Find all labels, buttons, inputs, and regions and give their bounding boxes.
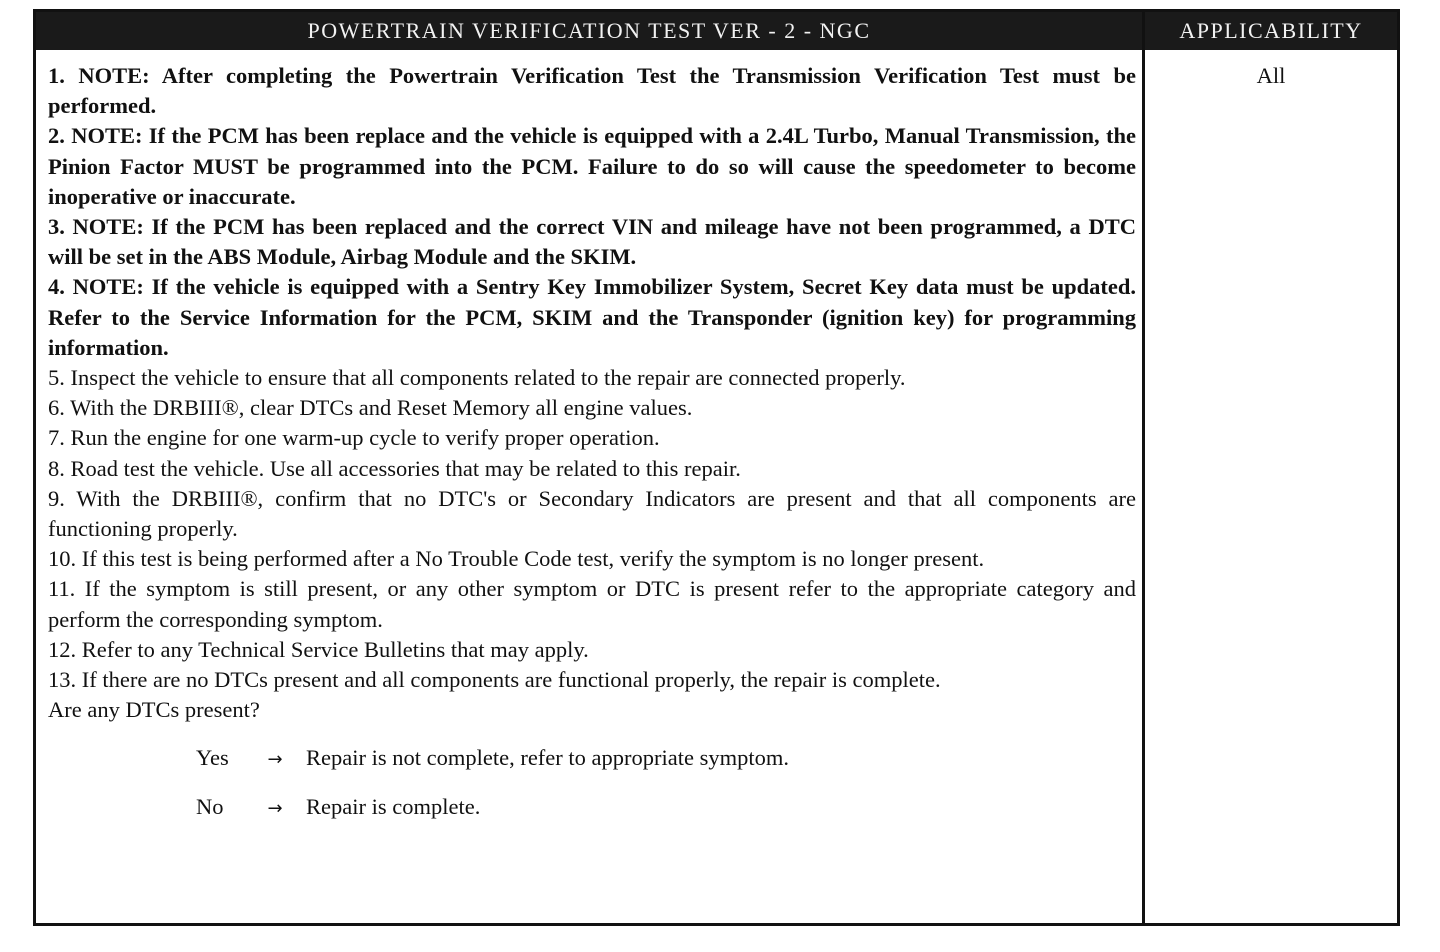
step-6: 6. With the DRBIII®, clear DTCs and Reset Memory all engine values. — [48, 395, 693, 421]
test-title: POWERTRAIN VERIFICATION TEST VER - 2 - NGC — [307, 18, 871, 43]
dtc-question: Are any DTCs present? — [48, 697, 260, 723]
applicability-value: All — [1256, 63, 1286, 88]
answer-list — [48, 743, 1136, 841]
answer-no-key: No — [196, 794, 224, 820]
step-9: 9. With the DRBIII®, confirm that no DTC's or Secondary Indicators are present and that all components are functioning properly. — [48, 485, 1136, 542]
answer-yes-key: Yes — [196, 745, 229, 771]
answer-no-text: Repair is complete. — [306, 794, 481, 820]
verification-test-table — [33, 9, 1400, 926]
applicability-label: APPLICABILITY — [1179, 18, 1363, 43]
answer-yes-text: Repair is not complete, refer to appropriate symptom. — [306, 745, 789, 771]
step-12: 12. Refer to any Technical Service Bulletins that may apply. — [48, 636, 589, 662]
step-5: 5. Inspect the vehicle to ensure that all components related to the repair are connected properly. — [48, 365, 906, 391]
step-4: 4. NOTE: If the vehicle is equipped with a Sentry Key Immobilizer System, Secret Key data must be updated. Refer to the Service Information for the PCM, SKIM and the Transponder (ignition key) for programming information. — [48, 274, 1136, 360]
step-11: 11. If the symptom is still present, or any other symptom or DTC is present refer to the appropriate category and perform the corresponding symptom. — [48, 576, 1136, 632]
arrow-right-icon: → — [267, 798, 283, 820]
step-8: 8. Road test the vehicle. Use all accessories that may be related to this repair. — [48, 455, 741, 481]
applicability-cell — [1145, 50, 1397, 923]
test-title-header — [36, 12, 1145, 50]
answer-no — [196, 792, 1136, 841]
step-10: 10. If this test is being performed after a No Trouble Code test, verify the symptom is no longer present. — [48, 546, 985, 572]
step-3: 3. NOTE: If the PCM has been replaced and the correct VIN and mileage have not been programmed, a DTC will be set in the ABS Module, Airbag Module and the SKIM. — [48, 214, 1136, 270]
step-1: 1. NOTE: After completing the Powertrain Verification Test the Transmission Verification Test must be performed. — [48, 63, 1136, 119]
applicability-header — [1145, 12, 1397, 50]
answer-yes — [196, 743, 1136, 792]
step-13: 13. If there are no DTCs present and all components are functional properly, the repair is complete. — [48, 667, 941, 693]
test-steps-cell — [36, 50, 1145, 923]
step-2: 2. NOTE: If the PCM has been replace and the vehicle is equipped with a 2.4L Turbo, Manual Transmission, the Pinion Factor MUST be programmed into the PCM. Failure to do so will cause the speedometer to become inoperative or inaccurate. — [48, 123, 1136, 209]
arrow-right-icon: → — [267, 749, 283, 771]
step-7: 7. Run the engine for one warm-up cycle to verify proper operation. — [48, 425, 660, 451]
